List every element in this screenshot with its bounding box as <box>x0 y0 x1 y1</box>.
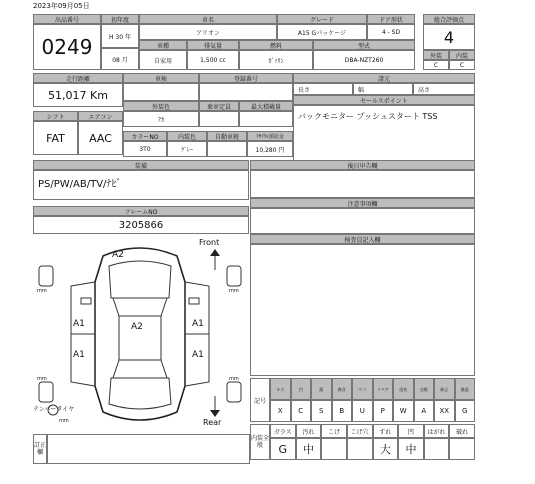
legend-code: U <box>352 400 373 422</box>
inspector-label: 検査員記入欄 <box>250 234 475 244</box>
lot-number: 0249 <box>33 24 101 70</box>
tire-unit: mm <box>37 376 47 382</box>
seating-capacity <box>199 111 239 127</box>
tire-unit: mm <box>59 418 69 424</box>
front-label: Front <box>199 238 220 247</box>
damage-mark: A2 <box>131 322 143 332</box>
damage-mark: A1 <box>192 319 204 329</box>
exterior-color-label: 外装色 <box>123 101 199 111</box>
legend-header: 錆 <box>311 378 332 400</box>
interior-grade: G <box>270 438 296 460</box>
interior-item: すれ <box>373 424 399 438</box>
air-conditioner: AAC <box>78 121 123 155</box>
damage-mark: A1 <box>73 319 85 329</box>
tire-unit: mm <box>37 288 47 294</box>
height-label: 高さ <box>413 83 475 95</box>
legend-code: G <box>455 400 476 422</box>
damage-mark: A1 <box>73 350 85 360</box>
interior-item: こげ穴 <box>347 424 373 438</box>
interior-item: ガラス <box>270 424 296 438</box>
door-type: 4 - SD <box>367 24 415 40</box>
exterior-score-label: 外装 <box>423 50 449 60</box>
frame-number: 3205866 <box>33 216 249 234</box>
interior-table <box>270 424 475 460</box>
equipment-label: 装備 <box>33 160 249 170</box>
mileage: 51,017 Km <box>33 83 123 107</box>
car-diagram-drawing <box>33 236 249 432</box>
interior-score: C <box>449 60 475 70</box>
overall-score: 4 <box>423 24 475 50</box>
legend-code: S <box>311 400 332 422</box>
car-name-label: 車名 <box>139 14 277 24</box>
transmission-label: シフト <box>33 111 78 121</box>
grade-label: グレード <box>277 14 367 24</box>
max-load <box>239 111 293 127</box>
color-number-label: カラーNO <box>123 131 167 141</box>
frame-number-label: フレームNO <box>33 206 249 216</box>
inspector-notes-area <box>250 244 475 376</box>
certification-label: 訂正欄 <box>33 434 47 464</box>
tire-unit: mm <box>229 376 239 382</box>
interior-item: はがれ <box>424 424 450 438</box>
legend-header: 腐食 <box>332 378 353 400</box>
recycle-fee-label: ﾘｻｲｸﾙ預託金 <box>247 131 293 141</box>
interior-score-label: 内装 <box>449 50 475 60</box>
legend-code: A <box>414 400 435 422</box>
tire-unit: mm <box>229 288 239 294</box>
interior-color-label: 内装色 <box>167 131 207 141</box>
legend-header: 凹 <box>291 378 312 400</box>
door-type-label: ドア形状 <box>367 14 415 24</box>
transmission: FAT <box>33 121 78 155</box>
recycle-fee: 10,280 円 <box>247 141 293 157</box>
legend-code: B <box>332 400 353 422</box>
interior-item: 凹 <box>398 424 424 438</box>
legend-header: 塗装 <box>393 378 414 400</box>
vehicle-type <box>123 83 199 101</box>
specs-label: 諸元 <box>293 73 475 83</box>
selling-points: バックモニター プッシュスタート TSS <box>293 105 475 167</box>
auction-date: 2023年09月05日 <box>33 2 90 10</box>
legend-header: 修正 <box>434 378 455 400</box>
auto-tax-label: 自動車税 <box>207 131 247 141</box>
interior-grade <box>449 438 475 460</box>
interior-item: 汚れ <box>296 424 322 438</box>
selling-points-label: セールスポイント <box>293 95 475 105</box>
width-label: 幅 <box>353 83 413 95</box>
first-registration-month: 08 月 <box>101 48 139 70</box>
length-label: 長さ <box>293 83 353 95</box>
model-code: DBA-NZT260 <box>313 50 415 70</box>
rear-label: Rear <box>203 418 222 427</box>
displacement: 1,500 cc <box>187 50 239 70</box>
legend-code: XX <box>434 400 455 422</box>
legend-code: W <box>393 400 414 422</box>
max-load-label: 最大積載量 <box>239 101 293 111</box>
exterior-color: ｱｶ <box>123 111 199 127</box>
interior-item: こげ <box>321 424 347 438</box>
interior-grade: 中 <box>296 438 322 460</box>
notes-label: 注意事項欄 <box>250 198 475 208</box>
legend-header: 亀裂 <box>455 378 476 400</box>
damage-mark: A1 <box>192 350 204 360</box>
first-registration-year: H 30 年 <box>101 24 139 48</box>
interior-grade <box>424 438 450 460</box>
legend-code: C <box>291 400 312 422</box>
model-code-label: 型式 <box>313 40 415 50</box>
overall-score-label: 総合評価点 <box>423 14 475 24</box>
interior-color: ｸﾞﾚｰ <box>167 141 207 157</box>
vehicle-class: 自家用 <box>139 50 187 70</box>
vehicle-class-label: 車種 <box>139 40 187 50</box>
vehicle-type-label: 車検 <box>123 73 199 83</box>
air-conditioner-label: エアコン <box>78 111 123 121</box>
lot-number-label: 出品番号 <box>33 14 101 24</box>
post-report-area <box>250 170 475 198</box>
equipment: PS/PW/AB/TV/ﾅﾋﾞ <box>33 170 249 200</box>
spare-tire-label: テンパータイヤ <box>33 406 75 413</box>
interior-grade <box>321 438 347 460</box>
legend-header: キズ <box>270 378 291 400</box>
interior-title: 内装全般 <box>250 424 270 460</box>
first-registration-label: 初年度 <box>101 14 139 24</box>
notes-area <box>250 208 475 234</box>
legend-title: 記号 <box>250 378 270 422</box>
exterior-score: C <box>423 60 449 70</box>
legend-header: リペア <box>373 378 394 400</box>
fuel: ｶﾞｿﾘﾝ <box>239 50 313 70</box>
legend-code: X <box>270 400 291 422</box>
damage-mark: A2 <box>112 250 124 260</box>
interior-grade <box>347 438 373 460</box>
interior-item: 破れ <box>449 424 475 438</box>
legend-header: ペコ <box>352 378 373 400</box>
certification-area <box>47 434 250 464</box>
registration <box>199 83 293 101</box>
legend-code: P <box>373 400 394 422</box>
color-number: 3T0 <box>123 141 167 157</box>
interior-grade: 中 <box>398 438 424 460</box>
legend-header: 交換 <box>414 378 435 400</box>
car-diagram <box>33 236 249 432</box>
interior-grade: 大 <box>373 438 399 460</box>
displacement-label: 排気量 <box>187 40 239 50</box>
car-name: アリオン <box>139 24 277 40</box>
post-report-label: 後日申告欄 <box>250 160 475 170</box>
seating-capacity-label: 乗車定員 <box>199 101 239 111</box>
mileage-label: 走行距離 <box>33 73 123 83</box>
auto-tax <box>207 141 247 157</box>
legend-table <box>270 378 475 422</box>
fuel-label: 燃料 <box>239 40 313 50</box>
grade: A15 Gパッケージ <box>277 24 367 40</box>
registration-label: 登録番号 <box>199 73 293 83</box>
